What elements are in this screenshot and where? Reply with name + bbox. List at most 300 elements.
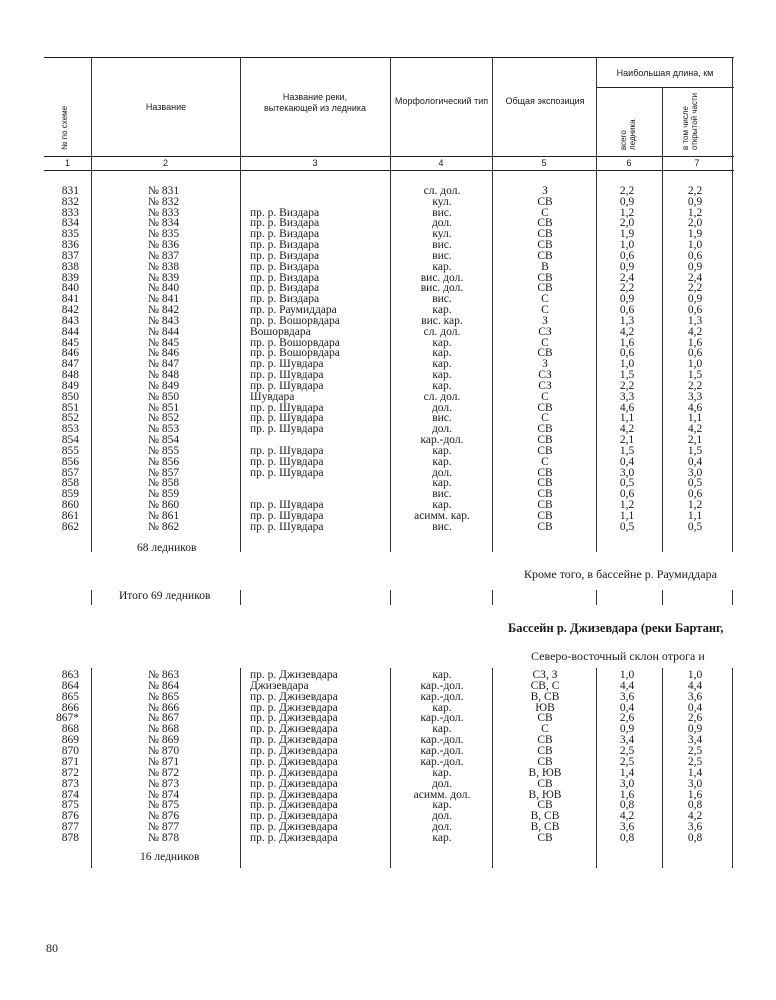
morph-type: вис.	[432, 249, 452, 262]
river-name: пр. р. Шувдара	[250, 412, 324, 425]
table-row	[0, 478, 776, 489]
length-total: 2,1	[619, 434, 635, 447]
exposure: СВ	[537, 712, 553, 725]
length-open: 2,1	[687, 434, 703, 447]
glacier-name: № 847	[148, 358, 180, 371]
river-name: пр. р. Джизевдара	[250, 755, 338, 768]
glacier-id: 871	[61, 755, 79, 768]
morph-type: кар.	[432, 358, 452, 371]
table-row	[0, 489, 776, 500]
morph-type: вис. кар.	[421, 314, 463, 327]
morph-type: вис.	[432, 206, 452, 219]
river-name: пр. р. Шувдара	[250, 444, 324, 457]
exposure: СВ	[537, 520, 553, 533]
table-row	[0, 457, 776, 468]
glacier-id: 844	[61, 325, 79, 338]
glacier-id: 849	[61, 379, 79, 392]
exposure: З	[542, 185, 548, 197]
glacier-name: № 867	[148, 712, 180, 725]
column-number-rule	[44, 170, 734, 171]
header-col4: Морфологический тип	[394, 96, 489, 106]
morph-type: кар.-дол.	[420, 734, 464, 747]
glacier-name: № 839	[148, 271, 180, 284]
glacier-name: № 870	[148, 745, 180, 758]
glacier-id: 864	[61, 679, 79, 692]
total-divider-7	[732, 590, 733, 605]
glacier-id: 843	[61, 314, 79, 327]
glacier-id: 876	[61, 810, 79, 823]
morph-type: кар.	[432, 379, 452, 392]
length-total: 0,4	[619, 701, 635, 714]
glacier-name: № 866	[148, 701, 180, 714]
morph-type: сл. дол.	[423, 325, 461, 338]
length-total: 1,1	[619, 412, 635, 425]
length-total: 0,6	[619, 249, 635, 262]
exposure: В, ЮВ	[528, 766, 562, 779]
table-row	[0, 670, 776, 681]
glacier-name: № 853	[148, 423, 180, 436]
length-open: 0,4	[687, 455, 703, 468]
glacier-id: 834	[61, 217, 79, 230]
total-divider-4	[492, 590, 493, 605]
exposure: В, СВ	[530, 821, 560, 834]
length-total: 2,2	[619, 379, 635, 392]
glacier-id: 860	[61, 499, 79, 512]
length-total: 2,2	[619, 282, 635, 295]
table-row	[0, 768, 776, 779]
length-open: 1,2	[687, 206, 703, 219]
glacier-name: № 840	[148, 282, 180, 295]
length-total: 4,4	[619, 679, 635, 692]
table-row	[0, 735, 776, 746]
exposure: С	[541, 723, 549, 736]
river-name: пр. р. Джизевдара	[250, 745, 338, 758]
length-open: 0,5	[687, 520, 703, 533]
river-name: пр. р. Шувдара	[250, 379, 324, 392]
morph-type: кар.	[432, 304, 452, 317]
exposure: СВ	[537, 832, 553, 845]
glacier-name: № 836	[148, 239, 180, 252]
exposure: СЗ	[538, 325, 552, 338]
morph-type: кар.	[432, 799, 452, 812]
table-row	[0, 468, 776, 479]
morph-type: дол.	[431, 821, 453, 834]
exposure: СВ	[537, 271, 553, 284]
table-row	[0, 338, 776, 349]
length-total: 0,5	[619, 520, 635, 533]
exposure: СВ	[537, 755, 553, 768]
glacier-name: № 838	[148, 260, 180, 273]
exposure: СВ	[537, 423, 553, 436]
table-row	[0, 703, 776, 714]
col-number-4: 4	[438, 158, 444, 168]
glacier-name: № 849	[148, 379, 180, 392]
glacier-id: 874	[61, 788, 79, 801]
length-total: 3,6	[619, 690, 635, 703]
length-total: 4,2	[619, 810, 635, 823]
glacier-id: 848	[61, 369, 79, 382]
length-open: 2,4	[687, 271, 703, 284]
morph-type: вис.	[432, 293, 452, 306]
total-divider-2	[240, 590, 241, 605]
table-row	[0, 186, 776, 197]
length-total: 1,3	[619, 314, 635, 327]
morph-type: вис. дол.	[420, 282, 464, 295]
river-name: пр. р. Шувдара	[250, 358, 324, 371]
morph-type: дол.	[431, 401, 453, 414]
section-1-subtotal: 68 ледников	[137, 542, 197, 554]
glacier-id: 875	[61, 799, 79, 812]
table-row	[0, 197, 776, 208]
exposure: С	[541, 304, 549, 317]
glacier-name: № 862	[148, 520, 180, 533]
table-row	[0, 370, 776, 381]
exposure: СВ	[537, 195, 553, 208]
exposure: СВ	[537, 347, 553, 360]
glacier-id: 852	[61, 412, 79, 425]
exposure: СВ	[537, 217, 553, 230]
glacier-name: № 873	[148, 777, 180, 790]
length-total: 1,4	[619, 766, 635, 779]
morph-type: асимм. кар.	[414, 509, 470, 522]
length-open: 1,2	[687, 499, 703, 512]
length-open: 0,9	[687, 293, 703, 306]
glacier-name: № 868	[148, 723, 180, 736]
length-total: 0,6	[619, 488, 635, 501]
glacier-name: № 865	[148, 690, 180, 703]
glacier-id: 869	[61, 734, 79, 747]
header-col1: № по схеме	[60, 105, 69, 150]
river-name: пр. р. Джизевдара	[250, 788, 338, 801]
exposure: СВ	[537, 734, 553, 747]
glacier-name: № 877	[148, 821, 180, 834]
morph-type: дол.	[431, 217, 453, 230]
total-divider-6	[662, 590, 663, 605]
exposure: С	[541, 293, 549, 306]
morph-type: кар.-дол.	[420, 679, 464, 692]
length-open: 1,1	[687, 509, 703, 522]
glacier-id: 858	[61, 477, 79, 490]
length-open: 4,2	[687, 325, 703, 338]
morph-type: кар.-дол.	[420, 690, 464, 703]
morph-type: вис.	[432, 239, 452, 252]
length-total: 2,2	[619, 185, 635, 197]
length-open: 0,5	[687, 477, 703, 490]
table-row	[0, 500, 776, 511]
river-name: пр. р. Шувдара	[250, 520, 324, 533]
river-name: пр. р. Джизевдара	[250, 799, 338, 812]
total-count: Итого 69 ледников	[119, 590, 211, 602]
length-total: 0,9	[619, 293, 635, 306]
table-row	[0, 724, 776, 735]
length-open: 0,4	[687, 701, 703, 714]
glacier-name: № 835	[148, 228, 180, 241]
morph-type: кар.	[432, 701, 452, 714]
header-col3: Название реки, вытекающей из ледника	[263, 92, 367, 113]
exposure: СВ	[537, 745, 553, 758]
length-open: 3,6	[687, 690, 703, 703]
table-row	[0, 251, 776, 262]
glacier-id: 861	[61, 509, 79, 522]
length-open: 0,8	[687, 799, 703, 812]
header-col6: всего ледника	[619, 119, 637, 150]
morph-type: дол.	[431, 466, 453, 479]
river-name: пр. р. Виздара	[250, 239, 320, 252]
river-name: пр. р. Джизевдара	[250, 701, 338, 714]
table-row	[0, 511, 776, 522]
length-open: 4,6	[687, 401, 703, 414]
header-col7: в том числе открытой части	[681, 92, 699, 150]
exposure: В, ЮВ	[528, 788, 562, 801]
table-row	[0, 273, 776, 284]
exposure: СВ	[537, 488, 553, 501]
river-name: пр. р. Виздара	[250, 293, 320, 306]
length-total: 2,5	[619, 745, 635, 758]
table-row	[0, 403, 776, 414]
length-total: 0,6	[619, 304, 635, 317]
besides-note: Кроме того, в бассейне р. Раумиддара	[524, 567, 717, 581]
river-name: пр. р. Джизевдара	[250, 832, 338, 845]
morph-type: кар.-дол.	[420, 745, 464, 758]
length-open: 1,0	[687, 669, 703, 681]
glacier-name: № 843	[148, 314, 180, 327]
glacier-id: 877	[61, 821, 79, 834]
morph-type: вис.	[432, 488, 452, 501]
glacier-id: 873	[61, 777, 79, 790]
header-length-group: Наибольшая длина, км	[616, 68, 714, 78]
exposure: СВ	[537, 499, 553, 512]
length-total: 1,2	[619, 206, 635, 219]
river-name: Шувдара	[250, 390, 295, 403]
length-total: 0,8	[619, 832, 635, 845]
table-row	[0, 811, 776, 822]
table-row	[0, 522, 776, 533]
header-bottom-rule	[44, 156, 734, 157]
table-row	[0, 316, 776, 327]
table-row	[0, 240, 776, 251]
length-total: 1,9	[619, 228, 635, 241]
table-row	[0, 218, 776, 229]
length-total: 2,4	[619, 271, 635, 284]
length-open: 2,2	[687, 379, 703, 392]
glacier-id: 856	[61, 455, 79, 468]
glacier-name: № 851	[148, 401, 180, 414]
river-name: пр. р. Виздара	[250, 206, 320, 219]
glacier-name: № 855	[148, 444, 180, 457]
glacier-id: 833	[61, 206, 79, 219]
basin-title: Бассейн р. Джизевдара (реки Бартанг,	[508, 621, 724, 635]
length-open: 2,2	[687, 185, 703, 197]
exposure: СВ	[537, 282, 553, 295]
length-total: 3,4	[619, 734, 635, 747]
length-open: 1,6	[687, 336, 703, 349]
glacier-id: 847	[61, 358, 79, 371]
glacier-id: 862	[61, 520, 79, 533]
table-row	[0, 681, 776, 692]
morph-type: кар.	[432, 669, 452, 681]
river-name: пр. р. Джизевдара	[250, 712, 338, 725]
table-top-rule	[44, 57, 734, 58]
length-open: 1,9	[687, 228, 703, 241]
river-name: пр. р. Шувдара	[250, 455, 324, 468]
length-open: 1,1	[687, 412, 703, 425]
table-row	[0, 348, 776, 359]
river-name: пр. р. Виздара	[250, 260, 320, 273]
morph-type: вис.	[432, 520, 452, 533]
length-total: 2,6	[619, 712, 635, 725]
morph-type: кар.	[432, 369, 452, 382]
river-name: пр. р. Джизевдара	[250, 734, 338, 747]
morph-type: кул.	[432, 228, 452, 241]
glacier-id: 850	[61, 390, 79, 403]
glacier-id: 870	[61, 745, 79, 758]
length-total: 2,5	[619, 755, 635, 768]
length-open: 0,8	[687, 832, 703, 845]
total-divider-3	[390, 590, 391, 605]
length-open: 1,0	[687, 358, 703, 371]
glacier-name: № 864	[148, 679, 180, 692]
morph-type: кар.-дол.	[420, 755, 464, 768]
glacier-name: № 858	[148, 477, 180, 490]
length-total: 1,6	[619, 336, 635, 349]
glacier-id: 832	[61, 195, 79, 208]
river-name: пр. р. Джизевдара	[250, 669, 338, 681]
glacier-name: № 846	[148, 347, 180, 360]
glacier-name: № 856	[148, 455, 180, 468]
glacier-name: № 878	[148, 832, 180, 845]
glacier-name: № 861	[148, 509, 180, 522]
exposure: СВ	[537, 477, 553, 490]
table-row	[0, 446, 776, 457]
length-open: 3,3	[687, 390, 703, 403]
exposure: СВ	[537, 444, 553, 457]
table-row	[0, 800, 776, 811]
morph-type: кар.	[432, 347, 452, 360]
col-number-5: 5	[541, 158, 547, 168]
morph-type: кар.	[432, 499, 452, 512]
exposure: С	[541, 336, 549, 349]
exposure: СВ	[537, 228, 553, 241]
river-name: пр. р. Виздара	[250, 217, 320, 230]
glacier-id: 866	[61, 701, 79, 714]
glacier-name: № 848	[148, 369, 180, 382]
glacier-name: № 841	[148, 293, 180, 306]
river-name: Джизевдара	[250, 679, 309, 692]
glacier-name: № 876	[148, 810, 180, 823]
glacier-id: 851	[61, 401, 79, 414]
morph-type: кар.-дол.	[420, 712, 464, 725]
length-total: 3,3	[619, 390, 635, 403]
col-number-3: 3	[312, 158, 318, 168]
length-total: 1,0	[619, 239, 635, 252]
glacier-name: № 832	[148, 195, 180, 208]
exposure: С	[541, 412, 549, 425]
length-total: 4,6	[619, 401, 635, 414]
table-row	[0, 381, 776, 392]
glacier-id: 859	[61, 488, 79, 501]
glacier-name: № 857	[148, 466, 180, 479]
col-number-2: 2	[162, 158, 168, 168]
length-open: 1,3	[687, 314, 703, 327]
exposure: СВ	[537, 434, 553, 447]
river-name: пр. р. Джизевдара	[250, 690, 338, 703]
river-name: пр. р. Джизевдара	[250, 810, 338, 823]
morph-type: кар.	[432, 832, 452, 845]
length-total: 1,2	[619, 499, 635, 512]
length-total: 0,9	[619, 195, 635, 208]
exposure: З	[542, 358, 548, 371]
length-open: 4,4	[687, 679, 703, 692]
river-name: пр. р. Джизевдара	[250, 723, 338, 736]
length-group-rule	[596, 87, 734, 88]
glacier-id: 839	[61, 271, 79, 284]
length-open: 4,2	[687, 423, 703, 436]
length-open: 0,6	[687, 304, 703, 317]
river-name: пр. р. Джизевдара	[250, 766, 338, 779]
table-row	[0, 757, 776, 768]
glacier-id: 867*	[56, 712, 79, 725]
length-total: 1,0	[619, 669, 635, 681]
length-total: 1,0	[619, 358, 635, 371]
morph-type: дол.	[431, 777, 453, 790]
glacier-id: 872	[61, 766, 79, 779]
exposure: З	[542, 314, 548, 327]
length-total: 3,0	[619, 777, 635, 790]
length-total: 0,9	[619, 723, 635, 736]
page-number: 80	[46, 941, 58, 955]
length-total: 1,6	[619, 788, 635, 801]
morph-type: кул.	[432, 195, 452, 208]
glacier-id: 878	[61, 832, 79, 845]
glacier-name: № 837	[148, 249, 180, 262]
river-name: пр. р. Вошорвдара	[250, 336, 340, 349]
morph-type: вис.	[432, 412, 452, 425]
exposure: СЗ	[538, 369, 552, 382]
section-2-subtotal: 16 ледников	[140, 851, 200, 863]
table-row	[0, 746, 776, 757]
length-total: 4,2	[619, 423, 635, 436]
table-row	[0, 283, 776, 294]
table-row	[0, 359, 776, 370]
glacier-id: 855	[61, 444, 79, 457]
exposure: СВ	[537, 249, 553, 262]
exposure: СЗ, З	[532, 669, 558, 681]
length-open: 2,0	[687, 217, 703, 230]
glacier-name: № 852	[148, 412, 180, 425]
table-row	[0, 424, 776, 435]
river-name: пр. р. Виздара	[250, 282, 320, 295]
morph-type: кар.	[432, 336, 452, 349]
slope-title: Северо-восточный склон отрога и	[531, 649, 705, 663]
length-open: 3,0	[687, 466, 703, 479]
glacier-id: 842	[61, 304, 79, 317]
river-name: пр. р. Виздара	[250, 249, 320, 262]
length-open: 1,4	[687, 766, 703, 779]
header-col2: Название	[145, 102, 187, 112]
length-open: 3,6	[687, 821, 703, 834]
glacier-id: 857	[61, 466, 79, 479]
morph-type: кар.	[432, 260, 452, 273]
length-total: 1,1	[619, 509, 635, 522]
exposure: СВ, С	[530, 679, 560, 692]
glacier-id: 837	[61, 249, 79, 262]
river-name: пр. р. Шувдара	[250, 499, 324, 512]
glacier-id: 838	[61, 260, 79, 273]
table-row	[0, 392, 776, 403]
glacier-name: № 834	[148, 217, 180, 230]
table-row	[0, 790, 776, 801]
glacier-id: 836	[61, 239, 79, 252]
